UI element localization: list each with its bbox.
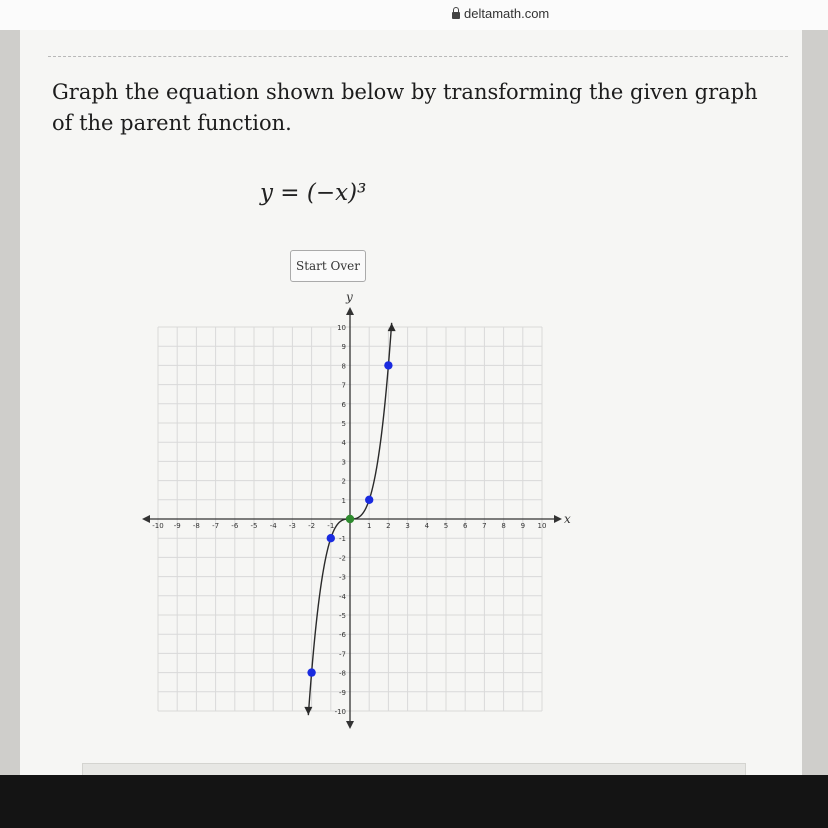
- divider: [48, 56, 788, 57]
- y-tick-label: -3: [339, 573, 346, 582]
- x-tick-label: -2: [308, 522, 316, 530]
- problem-card: [20, 30, 802, 775]
- y-tick-label: -1: [339, 535, 346, 544]
- x-tick-label: -1: [327, 522, 335, 530]
- x-axis-arrow-right: [554, 515, 562, 523]
- x-tick-label: 9: [520, 522, 526, 530]
- axes: [142, 290, 571, 729]
- x-axis-label: x: [564, 512, 571, 526]
- page-area: [0, 30, 828, 775]
- y-tick-label: 4: [341, 439, 346, 448]
- equation: y = (−x)³: [260, 180, 367, 206]
- y-tick-label: -9: [339, 688, 346, 697]
- x-tick-label: -9: [173, 522, 181, 530]
- y-tick-label: -5: [339, 612, 346, 620]
- y-axis-arrow-up: [346, 307, 354, 315]
- screen-bezel: [0, 775, 828, 828]
- y-axis-label: y: [346, 290, 353, 304]
- curve-point[interactable]: [327, 534, 335, 542]
- y-tick-label: 9: [341, 343, 346, 352]
- x-tick-label: -7: [212, 522, 220, 530]
- y-tick-label: -6: [339, 631, 346, 640]
- y-axis-arrow-down: [346, 721, 354, 729]
- curve-point[interactable]: [384, 361, 392, 369]
- y-tick-label: 10: [337, 324, 346, 332]
- lock-icon: [452, 12, 460, 19]
- x-tick-label: -4: [269, 522, 277, 530]
- y-tick-label: -8: [339, 669, 346, 678]
- url-bar[interactable]: [452, 6, 549, 21]
- start-over-button[interactable]: Start Over: [290, 250, 366, 282]
- url-text: deltamath.com: [464, 6, 550, 21]
- y-tick-label: 5: [341, 420, 346, 428]
- x-tick-label: 6: [462, 522, 468, 530]
- x-tick-label: 2: [386, 522, 391, 530]
- x-tick-label: 5: [443, 522, 449, 530]
- x-tick-label: 4: [424, 522, 430, 530]
- x-tick-label: 10: [537, 522, 547, 530]
- y-tick-label: 6: [341, 400, 346, 409]
- origin-point[interactable]: [346, 515, 354, 523]
- y-tick-label: -2: [339, 554, 346, 563]
- x-tick-label: -5: [250, 522, 258, 530]
- y-tick-label: -4: [339, 592, 346, 601]
- coordinate-graph[interactable]: [120, 290, 571, 722]
- x-tick-label: -8: [192, 522, 200, 530]
- x-tick-label: 8: [501, 522, 506, 530]
- x-tick-label: -3: [288, 522, 296, 530]
- curve-point[interactable]: [365, 496, 373, 504]
- y-tick-label: 8: [341, 362, 346, 371]
- x-tick-label: -6: [231, 522, 239, 530]
- x-tick-label: -10: [152, 522, 164, 530]
- x-axis-arrow-left: [142, 515, 150, 523]
- browser-bar: [0, 0, 828, 30]
- y-tick-label: 2: [341, 477, 346, 486]
- y-tick-label: -7: [339, 650, 346, 659]
- y-tick-label: 1: [341, 496, 346, 505]
- x-tick-label: 3: [405, 522, 410, 530]
- y-tick-label: -10: [334, 708, 346, 716]
- curve-point[interactable]: [307, 668, 315, 676]
- x-tick-label: 1: [366, 522, 372, 530]
- y-tick-label: 7: [341, 381, 346, 390]
- y-tick-label: 3: [341, 458, 346, 467]
- x-tick-label: 7: [482, 522, 487, 530]
- question-text: Graph the equation shown below by transforming the given graph of the parent function.: [52, 80, 758, 135]
